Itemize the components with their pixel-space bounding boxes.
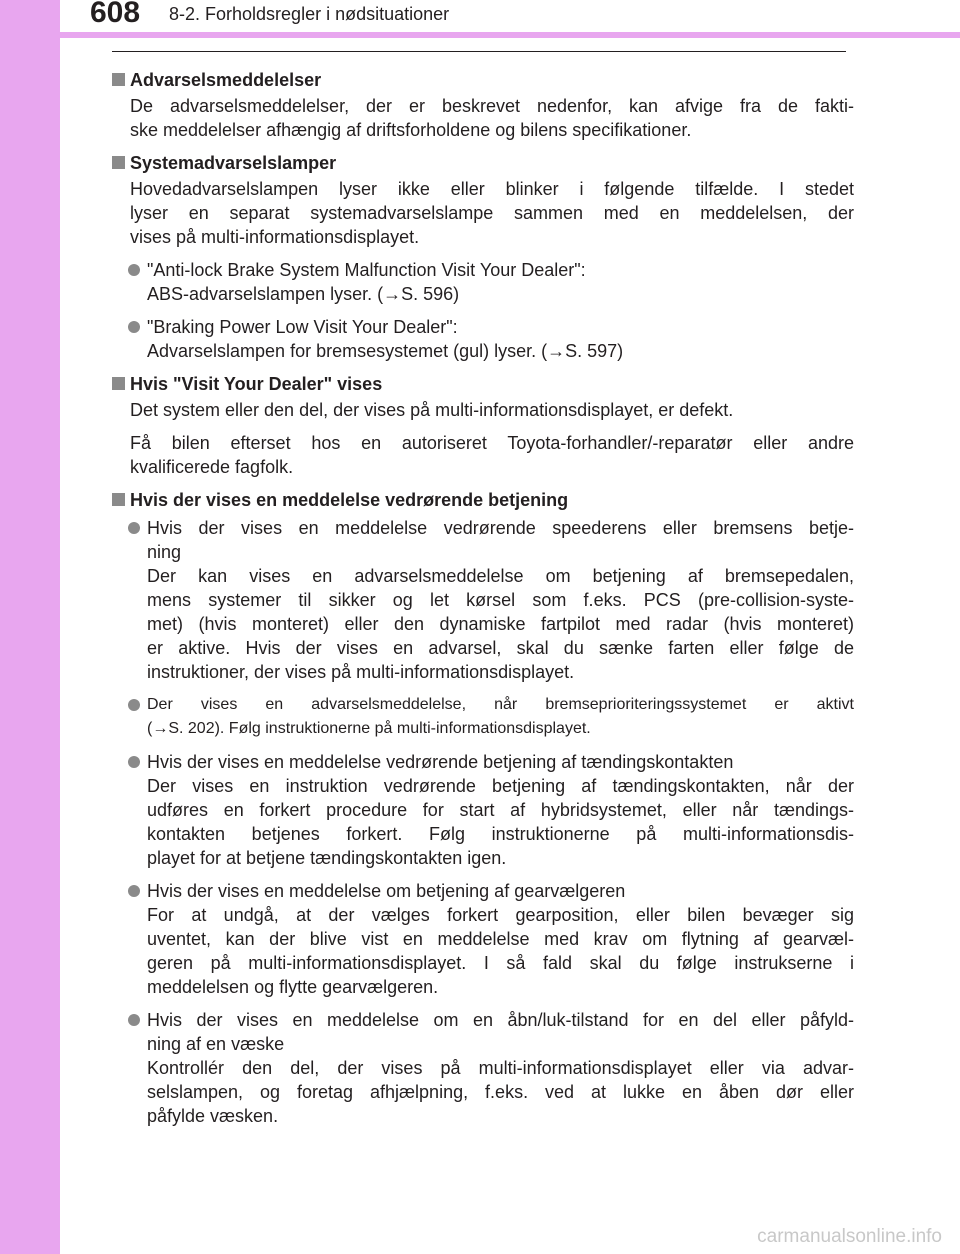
- text-line: "Braking Power Low Visit Your Dealer":: [147, 317, 458, 337]
- text-line: Hovedadvarselslampen lyser ikke eller blinker i følgende tilfælde. I stedet: [130, 179, 854, 199]
- text-line: met) (hvis monteret) eller den dynamiske fartpilot med radar (hvis monteret): [147, 614, 854, 634]
- circle-bullet-icon: [128, 885, 140, 897]
- section-title: 8-2. Forholdsregler i nødsituationer: [169, 4, 450, 24]
- list-item: [112, 516, 854, 684]
- page-number: 608: [90, 0, 141, 29]
- text-line: er aktive. Hvis der vises en advarsel, skal du sænke farten eller følge de: [147, 638, 854, 658]
- text-line: ning af en væske: [147, 1034, 285, 1054]
- text-line: mens systemer til sikker og let kørsel som f.eks. PCS (pre-collision-syste-: [147, 590, 854, 610]
- heading-advarselsmeddelelser: [112, 68, 854, 92]
- heading-text: Hvis "Visit Your Dealer" vises: [130, 374, 383, 394]
- list-item: [112, 315, 854, 363]
- text-line: Kontrollér den del, der vises på multi-informationsdisplayet eller via advar-: [147, 1058, 854, 1078]
- text-line: Hvis der vises en meddelelse vedrørende speederens eller bremsens betje-: [147, 518, 854, 538]
- text-line: Der vises en advarselsmeddelelse, når bremseprioriteringssystemet er aktivt: [147, 696, 854, 713]
- page-content: [112, 62, 854, 1128]
- paragraph: [112, 431, 854, 479]
- text-line: lyser en separat systemadvarselslampe sammen med en meddelelsen, der: [130, 203, 854, 223]
- square-bullet-icon: [112, 73, 125, 86]
- heading-text: Hvis der vises en meddelelse vedrørende betjening: [130, 490, 569, 510]
- paragraph: [112, 177, 854, 249]
- square-bullet-icon: [112, 493, 125, 506]
- text-line: uventet, kan der blive vist en meddelelse med krav om flytning af gearvæl-: [147, 929, 854, 949]
- heading-systemadvarselslamper: [112, 151, 854, 175]
- text-line: udføres en forkert procedure for start af hybridsystemet, eller når tændings-: [147, 800, 854, 820]
- text-line: instruktioner, der vises på multi-informationsdisplayet.: [147, 662, 575, 682]
- text-line: Hvis der vises en meddelelse om betjening af gearvælgeren: [147, 881, 626, 901]
- heading-betjening: [112, 488, 854, 512]
- text-line: vises på multi-informationsdisplayet.: [130, 227, 420, 247]
- text-line: Det system eller den del, der vises på multi-informationsdisplayet, er defekt.: [130, 400, 734, 420]
- header-rule: [112, 51, 846, 52]
- square-bullet-icon: [112, 156, 125, 169]
- heading-visit-your-dealer: [112, 372, 854, 396]
- list-item: [112, 1008, 854, 1128]
- text-line: (→S. 202). Følg instruktionerne på multi-informationsdisplayet.: [147, 720, 591, 737]
- circle-bullet-icon: [128, 699, 140, 711]
- text-line: kontakten betjenes forkert. Følg instruktionerne på multi-informationsdis-: [147, 824, 854, 844]
- paragraph: [112, 94, 854, 142]
- list-item: [112, 750, 854, 870]
- text-line: selslampen, og foretag afhjælpning, f.eks. ved at lukke en åben dør eller: [147, 1082, 854, 1102]
- list-item: [112, 258, 854, 306]
- text-line: Få bilen efterset hos en autoriseret Toyota-forhandler/-reparatør eller andre: [130, 433, 854, 453]
- circle-bullet-icon: [128, 264, 140, 276]
- text-line: ABS-advarselslampen lyser. (→S. 596): [147, 284, 460, 304]
- sidebar-tab: [0, 0, 60, 1254]
- text-line: Der vises en instruktion vedrørende betjening af tændingskontakten, når der: [147, 776, 854, 796]
- text-line: påfylde væsken.: [147, 1106, 279, 1126]
- circle-bullet-icon: [128, 321, 140, 333]
- list-item: [112, 879, 854, 999]
- list-item: [112, 693, 854, 741]
- text-line: meddelelsen og flytte gearvælgeren.: [147, 977, 439, 997]
- circle-bullet-icon: [128, 1014, 140, 1026]
- text-line: kvalificerede fagfolk.: [130, 457, 294, 477]
- paragraph: [112, 398, 854, 422]
- circle-bullet-icon: [128, 522, 140, 534]
- text-line: geren på multi-informationsdisplayet. I så fald skal du følge instrukserne i: [147, 953, 854, 973]
- circle-bullet-icon: [128, 756, 140, 768]
- text-line: For at undgå, at der vælges forkert gearposition, eller bilen bevæger sig: [147, 905, 854, 925]
- text-line: Advarselslampen for bremsesystemet (gul) lyser. (→S. 597): [147, 341, 624, 361]
- heading-text: Systemadvarselslamper: [130, 153, 337, 173]
- text-line: ning: [147, 542, 182, 562]
- text-line: Der kan vises en advarselsmeddelelse om betjening af bremsepedalen,: [147, 566, 854, 586]
- text-line: ske meddelelser afhængig af driftsforholdene og bilens specifikationer.: [130, 120, 692, 140]
- square-bullet-icon: [112, 377, 125, 390]
- text-line: playet for at betjene tændingskontakten igen.: [147, 848, 507, 868]
- text-line: "Anti-lock Brake System Malfunction Visit Your Dealer":: [147, 260, 586, 280]
- text-line: Hvis der vises en meddelelse vedrørende betjening af tændingskontakten: [147, 752, 734, 772]
- text-line: Hvis der vises en meddelelse om en åbn/luk-tilstand for en del eller påfyld-: [147, 1010, 854, 1030]
- heading-text: Advarselsmeddelelser: [130, 70, 322, 90]
- text-line: De advarselsmeddelelser, der er beskrevet nedenfor, kan afvige fra de fakti-: [130, 96, 854, 116]
- watermark: carmanualsonline.info: [757, 1226, 942, 1247]
